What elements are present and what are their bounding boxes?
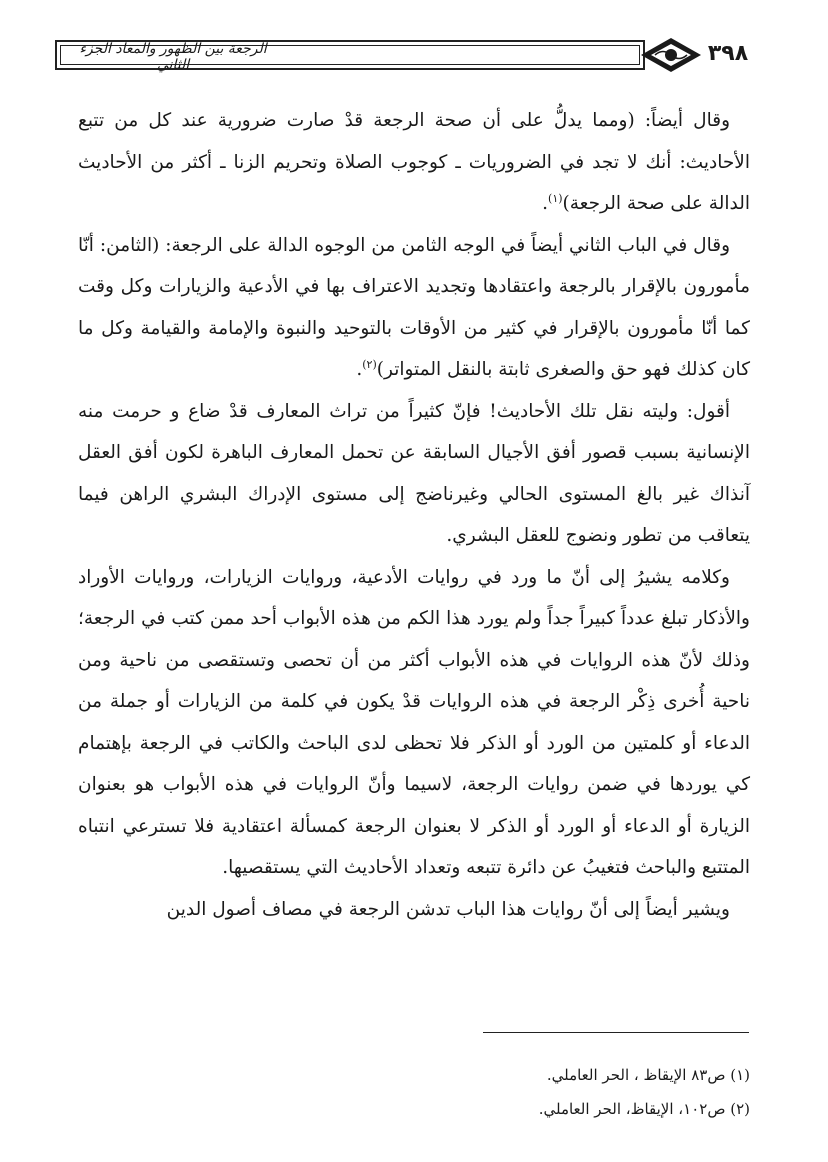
paragraph: ويشير أيضاً إلى أنّ روايات هذا الباب تدشن الرجعة في مصاف أصول الدين xyxy=(166,898,730,920)
footnote: (١) ص٨٣ الإيقاظ ، الحر العاملي. xyxy=(546,1066,750,1084)
body-text xyxy=(78,100,750,930)
paragraph: وقال أيضاً: (ومما يدلُّ على أن صحة الرجعة قدْ صارت ضرورية عند كل من تتبع الأحاديث: أنك لا تجد في الضروريات ـ كوجوب الصلاة وتحريم الزنا ـ أكثر من الأحاديث الدالة على صحة الرجعة)$^{(١)}$. xyxy=(78,110,750,214)
paragraph: وقال في الباب الثاني أيضاً في الوجه الثامن من الوجوه الدالة على الرجعة: (الثامن: أنّا مأمورون بالإقرار بالرجعة واعتقادها وتجديد الاعتراف بها في الأدعية والزيارات وكل وقت كما أنّا مأمورون بالإقرار في كثير من الأوقات بالتوحيد والنبوة والإمامة والقيامة وكل ما كان كذلك فهو حق والصغرى ثابتة بالنقل المتواتر)$^{(٢)}$. xyxy=(78,234,750,380)
footnote-divider xyxy=(483,1032,749,1033)
page-header xyxy=(55,34,755,78)
footnote: (٢) ص١٠٢، الإيقاظ، الحر العاملي. xyxy=(538,1100,750,1118)
paragraph: أقول: وليته نقل تلك الأحاديث! فإنّ كثيراً من تراث المعارف قدْ ضاع و حرمت منه الإنسانية بسبب قصور أفق الأجيال السابقة عن تحمل المعارف الباهرة لكون أفق العقل آنذاك غير بالغ المستوى الحالي وغيرناضج إلى مستوى الإدراك البشري الراهن فيما يتعاقب من تطور ونضوج للعقل البشري. xyxy=(78,400,750,546)
ornament-icon xyxy=(641,34,701,76)
footnote-ref: (٢) xyxy=(362,357,377,371)
running-title: الرجعة بين الظهور والمعاد الجزء الثاني xyxy=(79,41,267,73)
footnote-ref: (١) xyxy=(548,191,563,205)
page-number: ٣٩٨ xyxy=(707,41,749,66)
footnotes xyxy=(78,1058,750,1126)
paragraph: وكلامه يشيرُ إلى أنّ ما ورد في روايات الأدعية، وروايات الزيارات، وروايات الأوراد والأذكار تبلغ عدداً كبيراً جداً ولم يورد هذا الكم من هذه الأبواب أحد ممن كتب في الرجعة؛ وذلك لأنّ هذه الروايات في هذه الأبواب أكثر من أن تحصى وتستقصى من ناحية ومن ناحية أُخرى ذِكْر الرجعة في هذه الروايات قدْ يكون في كلمة من الزيارات أو جملة من الدعاء أو كلمتين من الورد أو الذكر فلا تحظى لدى الباحث والكاتب في الرجعة بإهتمام كي يوردها في ضمن روايات الرجعة، لاسيما وأنّ الروايات في هذه الأبواب هو بعنوان الزيارة أو الدعاء أو الورد أو الذكر لا بعنوان الرجعة كمسألة اعتقادية فلا تسترعي انتباه المتتبع والباحث فتغيبُ عن دائرة تتبعه وتعداد الأحاديث التي يستقصيها. xyxy=(78,566,750,878)
